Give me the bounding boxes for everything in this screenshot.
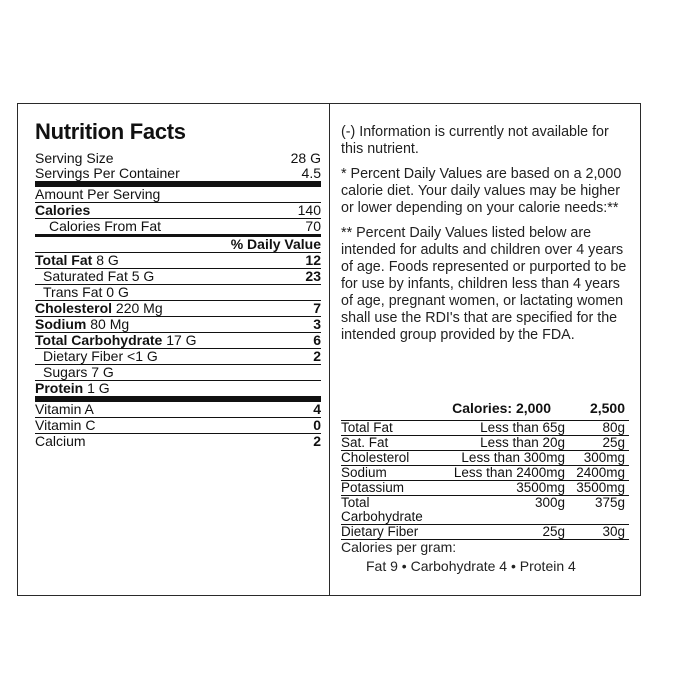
table-cell-nutrient: Cholesterol — [341, 450, 410, 465]
dietary-fiber-amount: <1 G — [127, 348, 158, 364]
protein-row — [35, 381, 321, 402]
servings-per-container-row — [35, 166, 321, 187]
saturated-fat-row — [35, 269, 321, 285]
serving-size-value: 28 G — [290, 150, 321, 166]
vitamin-c-dv: 0 — [313, 417, 321, 433]
table-row — [341, 495, 629, 524]
dietary-fiber-label: Dietary Fiber — [43, 348, 124, 364]
sodium-dv: 3 — [313, 316, 321, 332]
servings-per-container-label: Servings Per Container — [35, 165, 180, 181]
table-cell-2000: 3500mg — [516, 480, 565, 495]
serving-size-label: Serving Size — [35, 150, 114, 166]
table-row — [341, 480, 629, 495]
calories-per-gram — [341, 538, 576, 576]
table-row — [341, 450, 629, 465]
protein-label: Protein — [35, 380, 84, 396]
saturated-fat-label: Saturated Fat — [43, 268, 128, 284]
table-cell-nutrient: Total Carbohydrate — [341, 495, 423, 524]
calories-per-gram-label: Calories per gram: — [341, 539, 457, 555]
table-cell-nutrient: Potassium — [341, 480, 405, 495]
panel-divider — [329, 103, 330, 596]
sodium-amount: 80 Mg — [90, 316, 130, 332]
table-cell-nutrient: Dietary Fiber — [341, 524, 419, 539]
calories-2500-header: 2,500 — [589, 400, 625, 416]
calcium-row — [35, 434, 321, 449]
panel-title: Nutrition Facts — [35, 119, 186, 144]
total-fat-label: Total Fat — [35, 252, 93, 268]
trans-fat-label: Trans Fat — [43, 284, 103, 300]
calories-from-fat-row — [35, 219, 321, 237]
nutrition-facts-panel — [35, 118, 321, 449]
table-cell-2500: 2400mg — [576, 465, 625, 480]
sugars-amount: 7 G — [91, 364, 114, 380]
table-cell-2500: 375g — [594, 495, 625, 510]
info-unavailable-note: (-) Information is currently not available for this nutrient. — [341, 124, 609, 157]
total-fat-dv: 12 — [305, 252, 321, 268]
table-cell-2000: Less than 65g — [480, 420, 565, 435]
table-cell-2000: 300g — [534, 495, 565, 510]
vitamin-c-label: Vitamin C — [35, 417, 96, 433]
calories-2000-header: Calories: 2,000 — [452, 400, 551, 416]
vitamin-a-row — [35, 402, 321, 418]
sodium-label: Sodium — [35, 316, 87, 332]
rdi-note: ** Percent Daily Values listed below are intended for adults and children over 4 years of age. Foods represented or purported to be for use by infants, children less than 4 years of age, pregnant women, or lactating women shall use the RDI's that are specified for the intended group provided by the FDA. — [341, 225, 627, 343]
total-fat-row — [35, 253, 321, 269]
sugars-row — [35, 365, 321, 381]
table-cell-nutrient: Sodium — [341, 465, 387, 480]
table-cell-2000: 25g — [542, 524, 565, 539]
footnotes-panel — [341, 124, 631, 352]
total-carbohydrate-row — [35, 333, 321, 349]
daily-value-header: % Daily Value — [35, 237, 321, 253]
total-carbohydrate-label: Total Carbohydrate — [35, 332, 163, 348]
calcium-label: Calcium — [35, 433, 86, 449]
daily-values-table-header — [341, 400, 629, 420]
table-cell-2000: Less than 2400mg — [453, 465, 565, 480]
dietary-fiber-dv: 2 — [313, 348, 321, 364]
table-row — [341, 435, 629, 450]
table-row — [341, 465, 629, 480]
sodium-row — [35, 317, 321, 333]
vitamin-a-label: Vitamin A — [35, 401, 94, 417]
percent-daily-value-note: * Percent Daily Values are based on a 2,000 calorie diet. Your daily values may be higher or lower depending on your calorie needs:** — [341, 166, 622, 216]
table-cell-2000: Less than 20g — [480, 435, 565, 450]
serving-size-row — [35, 151, 321, 166]
table-cell-nutrient: Total Fat — [341, 420, 393, 435]
total-fat-amount: 8 G — [96, 252, 119, 268]
calories-from-fat-label: Calories From Fat — [49, 218, 162, 234]
table-cell-2500: 3500mg — [576, 480, 625, 495]
calcium-dv: 2 — [313, 433, 321, 449]
cholesterol-label: Cholesterol — [35, 300, 113, 316]
protein-amount: 1 G — [87, 380, 110, 396]
cholesterol-dv: 7 — [313, 300, 321, 316]
table-cell-2000: Less than 300mg — [461, 450, 565, 465]
amount-per-serving-row — [35, 187, 321, 203]
trans-fat-row — [35, 285, 321, 301]
servings-per-container-value: 4.5 — [301, 165, 321, 181]
calories-value: 140 — [297, 202, 321, 218]
amount-per-serving-label: Amount Per Serving — [35, 186, 161, 202]
saturated-fat-dv: 23 — [305, 268, 321, 284]
calories-label: Calories — [35, 202, 91, 218]
trans-fat-amount: 0 G — [106, 284, 129, 300]
dietary-fiber-row — [35, 349, 321, 365]
total-carbohydrate-amount: 17 G — [166, 332, 197, 348]
cholesterol-amount: 220 Mg — [115, 300, 163, 316]
table-cell-nutrient: Sat. Fat — [341, 435, 389, 450]
daily-values-table — [341, 400, 629, 540]
cholesterol-row — [35, 301, 321, 317]
table-cell-2500: 80g — [602, 420, 625, 435]
table-row — [341, 420, 629, 435]
table-cell-2500: 30g — [602, 524, 625, 539]
sugars-label: Sugars — [43, 364, 88, 380]
calories-row — [35, 203, 321, 219]
vitamin-c-row — [35, 418, 321, 434]
daily-values-table-body — [341, 420, 629, 540]
table-cell-2500: 25g — [602, 435, 625, 450]
saturated-fat-amount: 5 G — [131, 268, 155, 284]
total-carbohydrate-dv: 6 — [313, 332, 321, 348]
calories-per-gram-values: Fat 9 • Carbohydrate 4 • Protein 4 — [366, 558, 576, 574]
calories-from-fat-value: 70 — [305, 218, 321, 234]
vitamin-a-dv: 4 — [313, 401, 321, 417]
table-cell-2500: 300mg — [583, 450, 625, 465]
